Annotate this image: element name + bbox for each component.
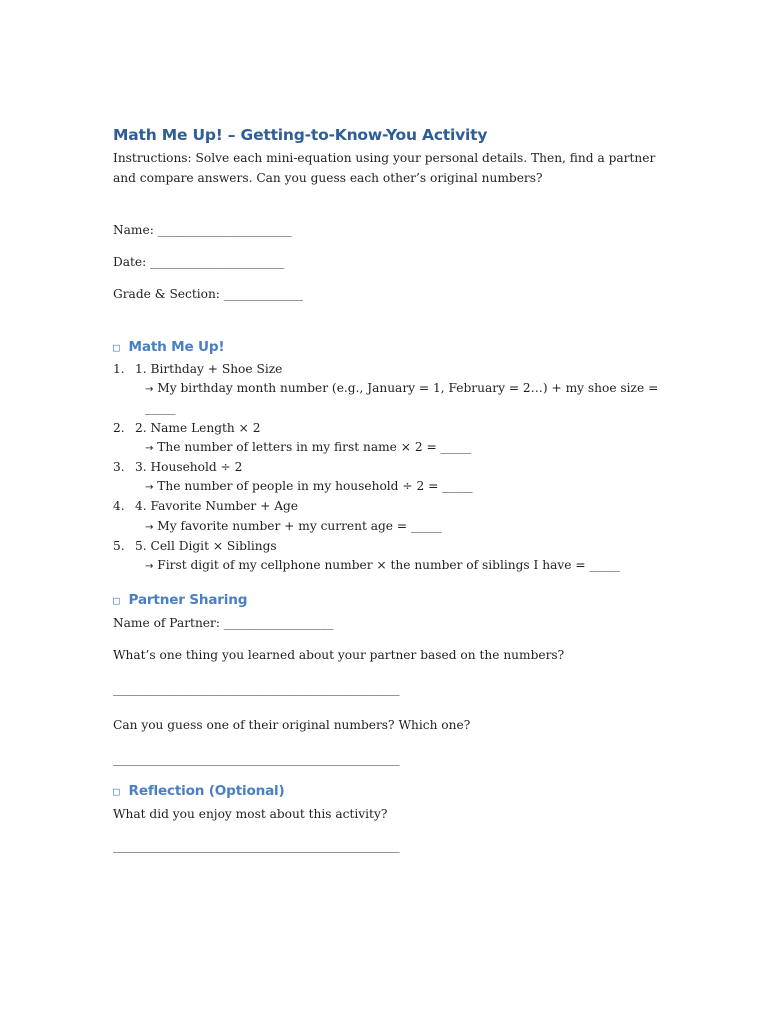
item-detail[interactable]: My birthday month number (e.g., January = 1, February = 2…) + my shoe size = _____ [145,381,659,416]
missing-glyph-icon: □ [113,594,120,608]
list-item [113,497,673,536]
item-label: 4. Favorite Number + Age [135,499,299,514]
date-field[interactable]: Date: ______________________ [113,255,285,269]
partner-name-field[interactable]: Name of Partner: __________________ [113,616,334,631]
item-detail[interactable]: First digit of my cellphone number × the number of siblings I have = _____ [157,558,620,573]
name-field[interactable]: Name: ______________________ [113,223,292,237]
item-label: 3. Household ÷ 2 [135,460,243,475]
section-heading-label: Math Me Up! [128,339,225,355]
arrow-icon: → [145,384,154,396]
section-heading-label: Partner Sharing [128,592,248,609]
document-title: Math Me Up! – Getting-to-Know-You Activity [113,126,488,144]
list-number: 3. [113,460,125,475]
item-detail[interactable]: The number of people in my household ÷ 2 = _____ [157,479,473,494]
answer-line[interactable]: ____________________________________________________ [113,839,399,854]
item-detail[interactable]: The number of letters in my first name × 2 = _____ [157,439,472,454]
missing-glyph-icon: □ [113,785,120,799]
list-number: 2. [113,420,125,435]
arrow-icon: → [145,521,154,533]
list-number: 1. [113,362,125,376]
question-guess: Can you guess one of their original numbers? Which one? [113,718,471,733]
section-heading-math-me-up [113,337,673,358]
list-number: 5. [113,538,125,553]
section-heading-reflection [113,781,673,802]
list-item [113,360,673,419]
equation-list [113,360,673,576]
answer-line[interactable]: ____________________________________________________ [113,682,399,697]
item-detail[interactable]: My favorite number + my current age = _____ [157,518,442,533]
list-item [113,537,673,576]
list-number: 4. [113,499,125,514]
item-label: 5. Cell Digit × Siblings [135,538,277,553]
list-item [113,458,673,497]
section-heading-label: Reflection (Optional) [128,783,285,800]
answer-line[interactable]: ____________________________________________________ [113,752,399,767]
question-enjoy: What did you enjoy most about this activity? [113,807,388,822]
question-learned: What’s one thing you learned about your partner based on the numbers? [113,648,565,663]
missing-glyph-icon: □ [113,341,120,354]
item-label: 2. Name Length × 2 [135,420,261,435]
instructions-text: Instructions: Solve each mini-equation using your personal details. Then, find a partner and compare answers. Can you guess each other’s original numbers? [113,151,656,185]
arrow-icon: → [145,482,154,494]
section-heading-partner-sharing [113,590,673,611]
list-item [113,419,673,458]
arrow-icon: → [145,561,154,573]
grade-section-field[interactable]: Grade & Section: _____________ [113,287,304,301]
arrow-icon: → [145,442,154,454]
document-page [113,124,673,854]
item-label: 1. Birthday + Shoe Size [135,362,283,376]
